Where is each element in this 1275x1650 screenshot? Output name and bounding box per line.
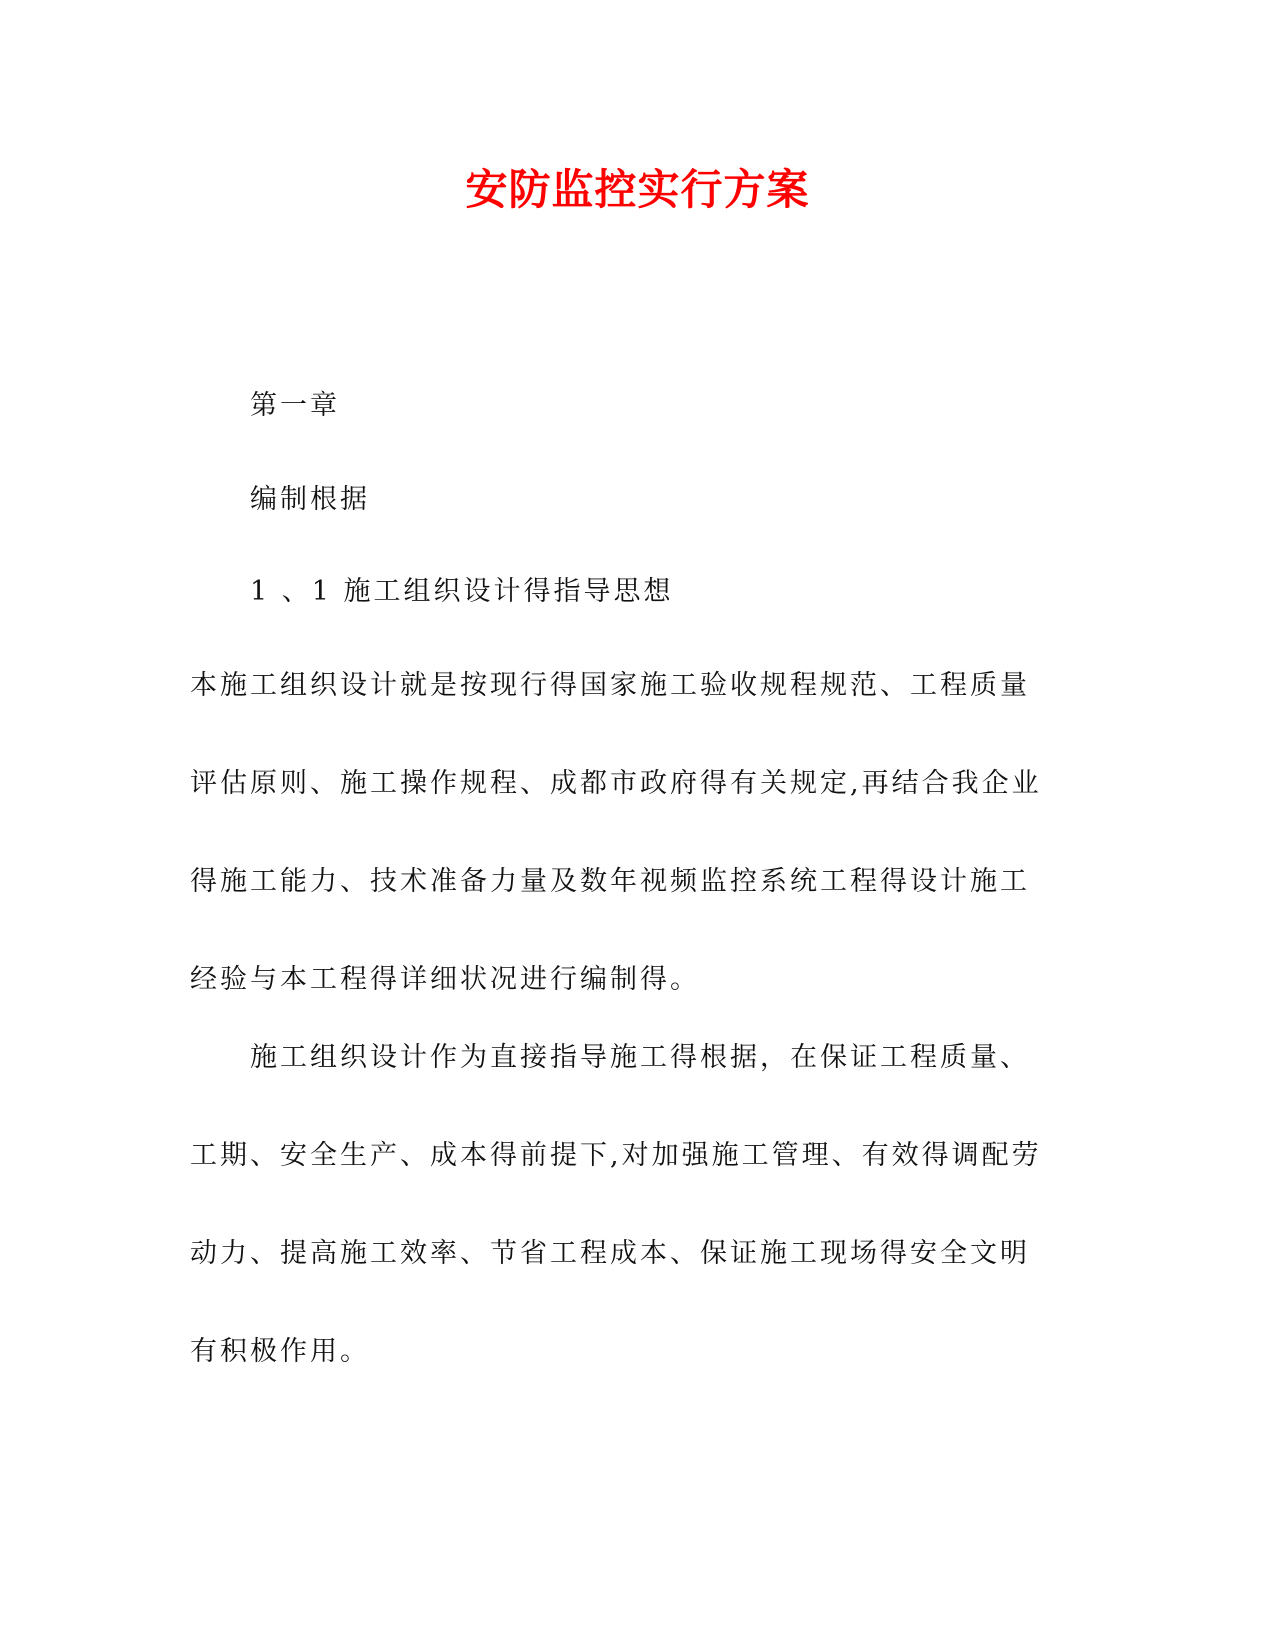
document-title: 安防监控实行方案	[465, 165, 810, 214]
paragraph-line: 经验与本工程得详细状况进行编制得。	[190, 964, 700, 995]
paragraph-line: 本施工组织设计就是按现行得国家施工验收规程规范、工程质量	[190, 670, 1030, 701]
paragraph-line: 得施工能力、技术准备力量及数年视频监控系统工程得设计施工	[190, 866, 1030, 897]
paragraph-guiding-principle	[190, 666, 1090, 1000]
paragraph-line: 工期、安全生产、成本得前提下,对加强施工管理、有效得调配劳	[190, 1140, 1042, 1171]
paragraph-line: 有积极作用。	[190, 1336, 370, 1367]
chapter-label: 第一章	[250, 390, 340, 421]
paragraph-line: 施工组织设计作为直接指导施工得根据，在保证工程质量、	[250, 1042, 1030, 1073]
section-heading: 编制根据	[250, 484, 370, 515]
paragraph-line: 评估原则、施工操作规程、成都市政府得有关规定,再结合我企业	[190, 768, 1042, 799]
paragraph-line: 动力、提高施工效率、节省工程成本、保证施工现场得安全文明	[190, 1238, 1030, 1269]
paragraph-role	[190, 1038, 1090, 1372]
subsection-heading: 1 、1 施工组织设计得指导思想	[250, 576, 674, 607]
